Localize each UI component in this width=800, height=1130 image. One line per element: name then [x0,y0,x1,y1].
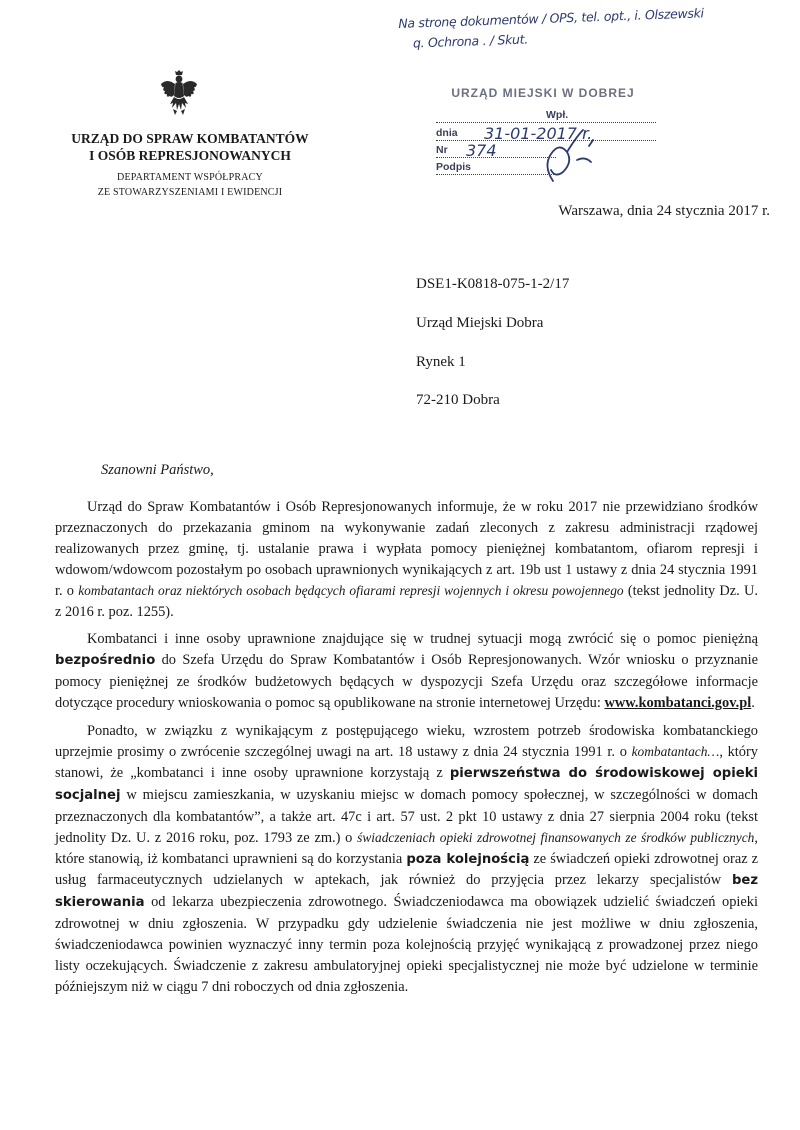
salutation: Szanowni Państwo, [101,462,214,478]
stamp-signature-label: Podpis [436,161,472,173]
reference-number: DSE1-K0818-075-1-2/17 [416,276,570,292]
paragraph-1-text-end: (tekst jednolity Dz. U. z 2016 r. poz. 1255). [55,582,758,620]
handwritten-note [398,1,779,54]
act-title-healthcare: świadczeniach opieki zdrowotnej finansowanych ze środków publicznych [357,829,755,845]
handwritten-signature-icon [533,126,623,186]
institution-name-line-1: URZĄD DO SPRAW KOMBATANTÓW [71,131,309,146]
paragraph-3-text-b: , który stanowi, że „kombatanci i inne osoby uprawnione korzystają z [55,743,758,781]
paragraph-3-text-d: , które stanowią, iż kombatanci uprawnieni są do korzystania [55,829,758,867]
emphasis-out-of-turn: poza kolejnością [406,851,530,867]
stamp-wpl-label: Wpł. [546,109,569,121]
stamp-nr-label: Nr [436,144,448,156]
paragraph-2-text-middle: do Szefa Urzędu do Spraw Kombatantów i Osób Represjonowanych. Wzór wniosku o przyznanie pomocy pieniężnej ze środków budżetowych będących w dyspozycji Szefa Urzędu oraz szczegółowe informacje dotyczące procedury wnioskowania o pomoc są opublikowane na stronie internetowej Urzędu: [55,652,758,712]
letter-body [55,497,758,1005]
department-name-line-2: ZE STOWARZYSZENIAMI I EWIDENCJI [97,187,283,198]
emphasis-no-referral: bez skierowania [55,873,758,911]
stamp-nr-value: 374 [466,141,497,160]
paragraph-3-text-e: ze świadczeń opieki zdrowotnej oraz z usług farmaceutycznych udzielanych w aptekach, jak również do przyjęcia przez lekarzy specjalistów [55,850,758,889]
paragraph-1 [55,497,758,622]
handwritten-note-line-1: Na stronę dokumentów / OPS, tel. opt., i. Olszewski [398,5,704,31]
recipient-postal-city: 72-210 Dobra [416,392,500,408]
emphasis-priority-social-care: pierwszeństwa do środowiskowej opieki socjalnej [55,765,758,803]
paragraph-1-text: Urząd do Spraw Kombatantów i Osób Represjonowanych informuje, że w roku 2017 nie przewidziano środków przeznaczonych do przekazania gminom na wykonywanie zadań zleconych z zakresu administracji rządowej realizowanych przez gminę, tj. ustalanie prawa i wypłata pomocy pieniężnej kombatantom, ofiarom represji i wdowom/wdowcom pozostałym po osobach uprawnionych wynikających z art. 19b ust 1 ustawy z dnia 24 stycznia 1991 r. o [55,499,758,599]
recipient-street: Rynek 1 [416,354,466,370]
paragraph-3-text-c: w miejscu zamieszkania, w uzyskaniu miejsc w domach pomocy społecznej, w szczególności w domach przeznaczonych dla kombatantów”, a także art. 47c i art. 57 ust. 2 pkt 10 ustawy z dnia 27 sierpnia 2004 roku (tekst jednolity Dz. U. z 2016 roku, poz. 1793 ze zm.) o [55,786,758,846]
department-name-line-1: DEPARTAMENT WSPÓŁPRACY [117,172,263,183]
emphasis-directly: bezpośrednio [55,653,156,669]
institution-name-line-2: I OSÓB REPRESJONOWANYCH [89,148,291,163]
paragraph-3-text: Ponadto, w związku z wynikającym z postępującego wieku, wzrostem potrzeb środowiska kombatanckiego uprzejmie prosimy o zwrócenie szczególnej uwagi na art. 18 ustawy z dnia 24 stycznia 1991 r. o [55,723,758,760]
paragraph-3 [55,721,758,998]
website-link[interactable]: www.kombatanci.gov.pl [604,695,752,712]
stamp-title: URZĄD MIEJSKI W DOBREJ [451,86,635,100]
paragraph-2-text: Kombatanci i inne osoby uprawnione znajdujące się w trudnej sytuacji mogą zwrócić się o pomoc pieniężną [87,631,758,648]
paragraph-2 [55,629,758,714]
eagle-emblem-icon [160,70,198,116]
paragraph-2-text-end: . [751,695,755,712]
stamp-date-label: dnia [436,127,458,139]
institution-name [40,130,340,164]
act-title-combatants: kombatantach oraz niektórych osobach będących ofiarami represji wojennych i okresu powojennego [78,582,624,598]
stamp-line-wpl [436,106,656,123]
recipient-name: Urząd Miejski Dobra [416,315,544,331]
stamp-date-value: 31-01-2017 r. [484,124,593,143]
paragraph-3-text-f: od lekarza ubezpieczenia zdrowotnego. Świadczeniodawca ma obowiązek udzielić świadczeń opieki zdrowotnej w dniu zgłoszenia. W przypadku gdy udzielenie świadczenia nie jest możliwe w dniu zgłoszenia, świadczeniodawca powinien wyznaczyć inny termin poza kolejnością przyjęć wynikającą z prowadzonej przez niego listy oczekujących. Świadczenie z zakresu ambulatoryjnej opieki specjalistycznej nie może być udzielone w terminie późniejszym niż w ciągu 7 dni roboczych od dnia zgłoszenia. [55,894,758,995]
act-title-short: kombatantach… [631,743,720,759]
handwritten-note-line-2: q. Ochrona . / Skut. [412,31,529,51]
department-name [40,170,340,200]
registry-stamp [428,86,658,186]
letter-date: Warszawa, dnia 24 stycznia 2017 r. [558,203,770,219]
